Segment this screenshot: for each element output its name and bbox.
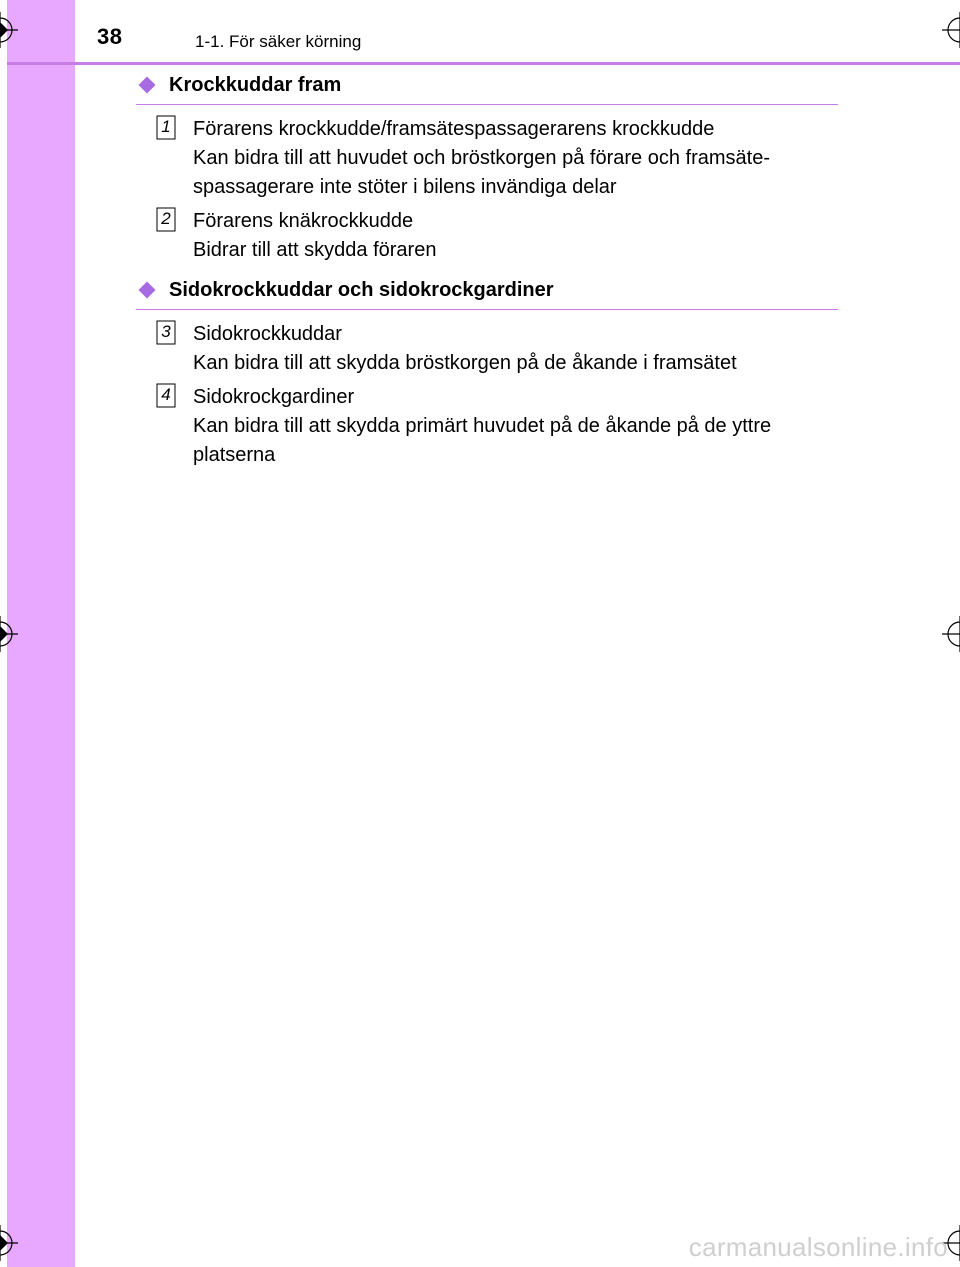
registration-mark-icon <box>942 12 960 48</box>
list-item <box>156 320 846 378</box>
list-item <box>156 207 846 265</box>
item-title: Förarens krockkudde/framsätespassagerarens krockkudde <box>193 118 715 140</box>
list-item <box>156 383 846 470</box>
item-number: 2 <box>161 209 171 228</box>
page-number: 38 <box>97 24 123 49</box>
registration-mark-icon <box>0 616 18 652</box>
section-heading <box>136 279 838 310</box>
header-rule <box>7 62 960 65</box>
item-description: Kan bidra till att skydda primärt huvudet på de åkande på de yttre platserna <box>193 415 772 466</box>
registration-mark-icon <box>0 12 18 48</box>
chapter-title: 1-1. För säker körning <box>195 32 362 51</box>
diamond-bullet-icon <box>139 282 156 299</box>
item-description: Kan bidra till att skydda bröstkorgen på de åkande i framsätet <box>193 352 737 374</box>
item-number: 1 <box>161 117 171 136</box>
watermark: carmanualsonline.info <box>688 1232 948 1262</box>
item-number: 3 <box>161 322 171 341</box>
section-title: Sidokrockkuddar och sidokrockgardiner <box>169 279 554 301</box>
section-heading <box>136 74 838 105</box>
registration-mark-icon <box>0 1225 18 1261</box>
item-title: Förarens knäkrockkudde <box>193 210 414 232</box>
item-title: Sidokrockgardiner <box>193 386 355 408</box>
section-title: Krockkuddar fram <box>169 74 342 96</box>
item-description: Bidrar till att skydda föraren <box>193 239 437 261</box>
diamond-bullet-icon <box>139 77 156 94</box>
item-description: Kan bidra till att huvudet och bröstkorgen på förare och framsäte-spassagerare inte stöter i bilens invändiga delar <box>193 147 770 198</box>
item-number: 4 <box>161 385 171 404</box>
registration-mark-icon <box>942 616 960 652</box>
item-title: Sidokrockkuddar <box>193 323 342 345</box>
list-item <box>156 115 846 202</box>
